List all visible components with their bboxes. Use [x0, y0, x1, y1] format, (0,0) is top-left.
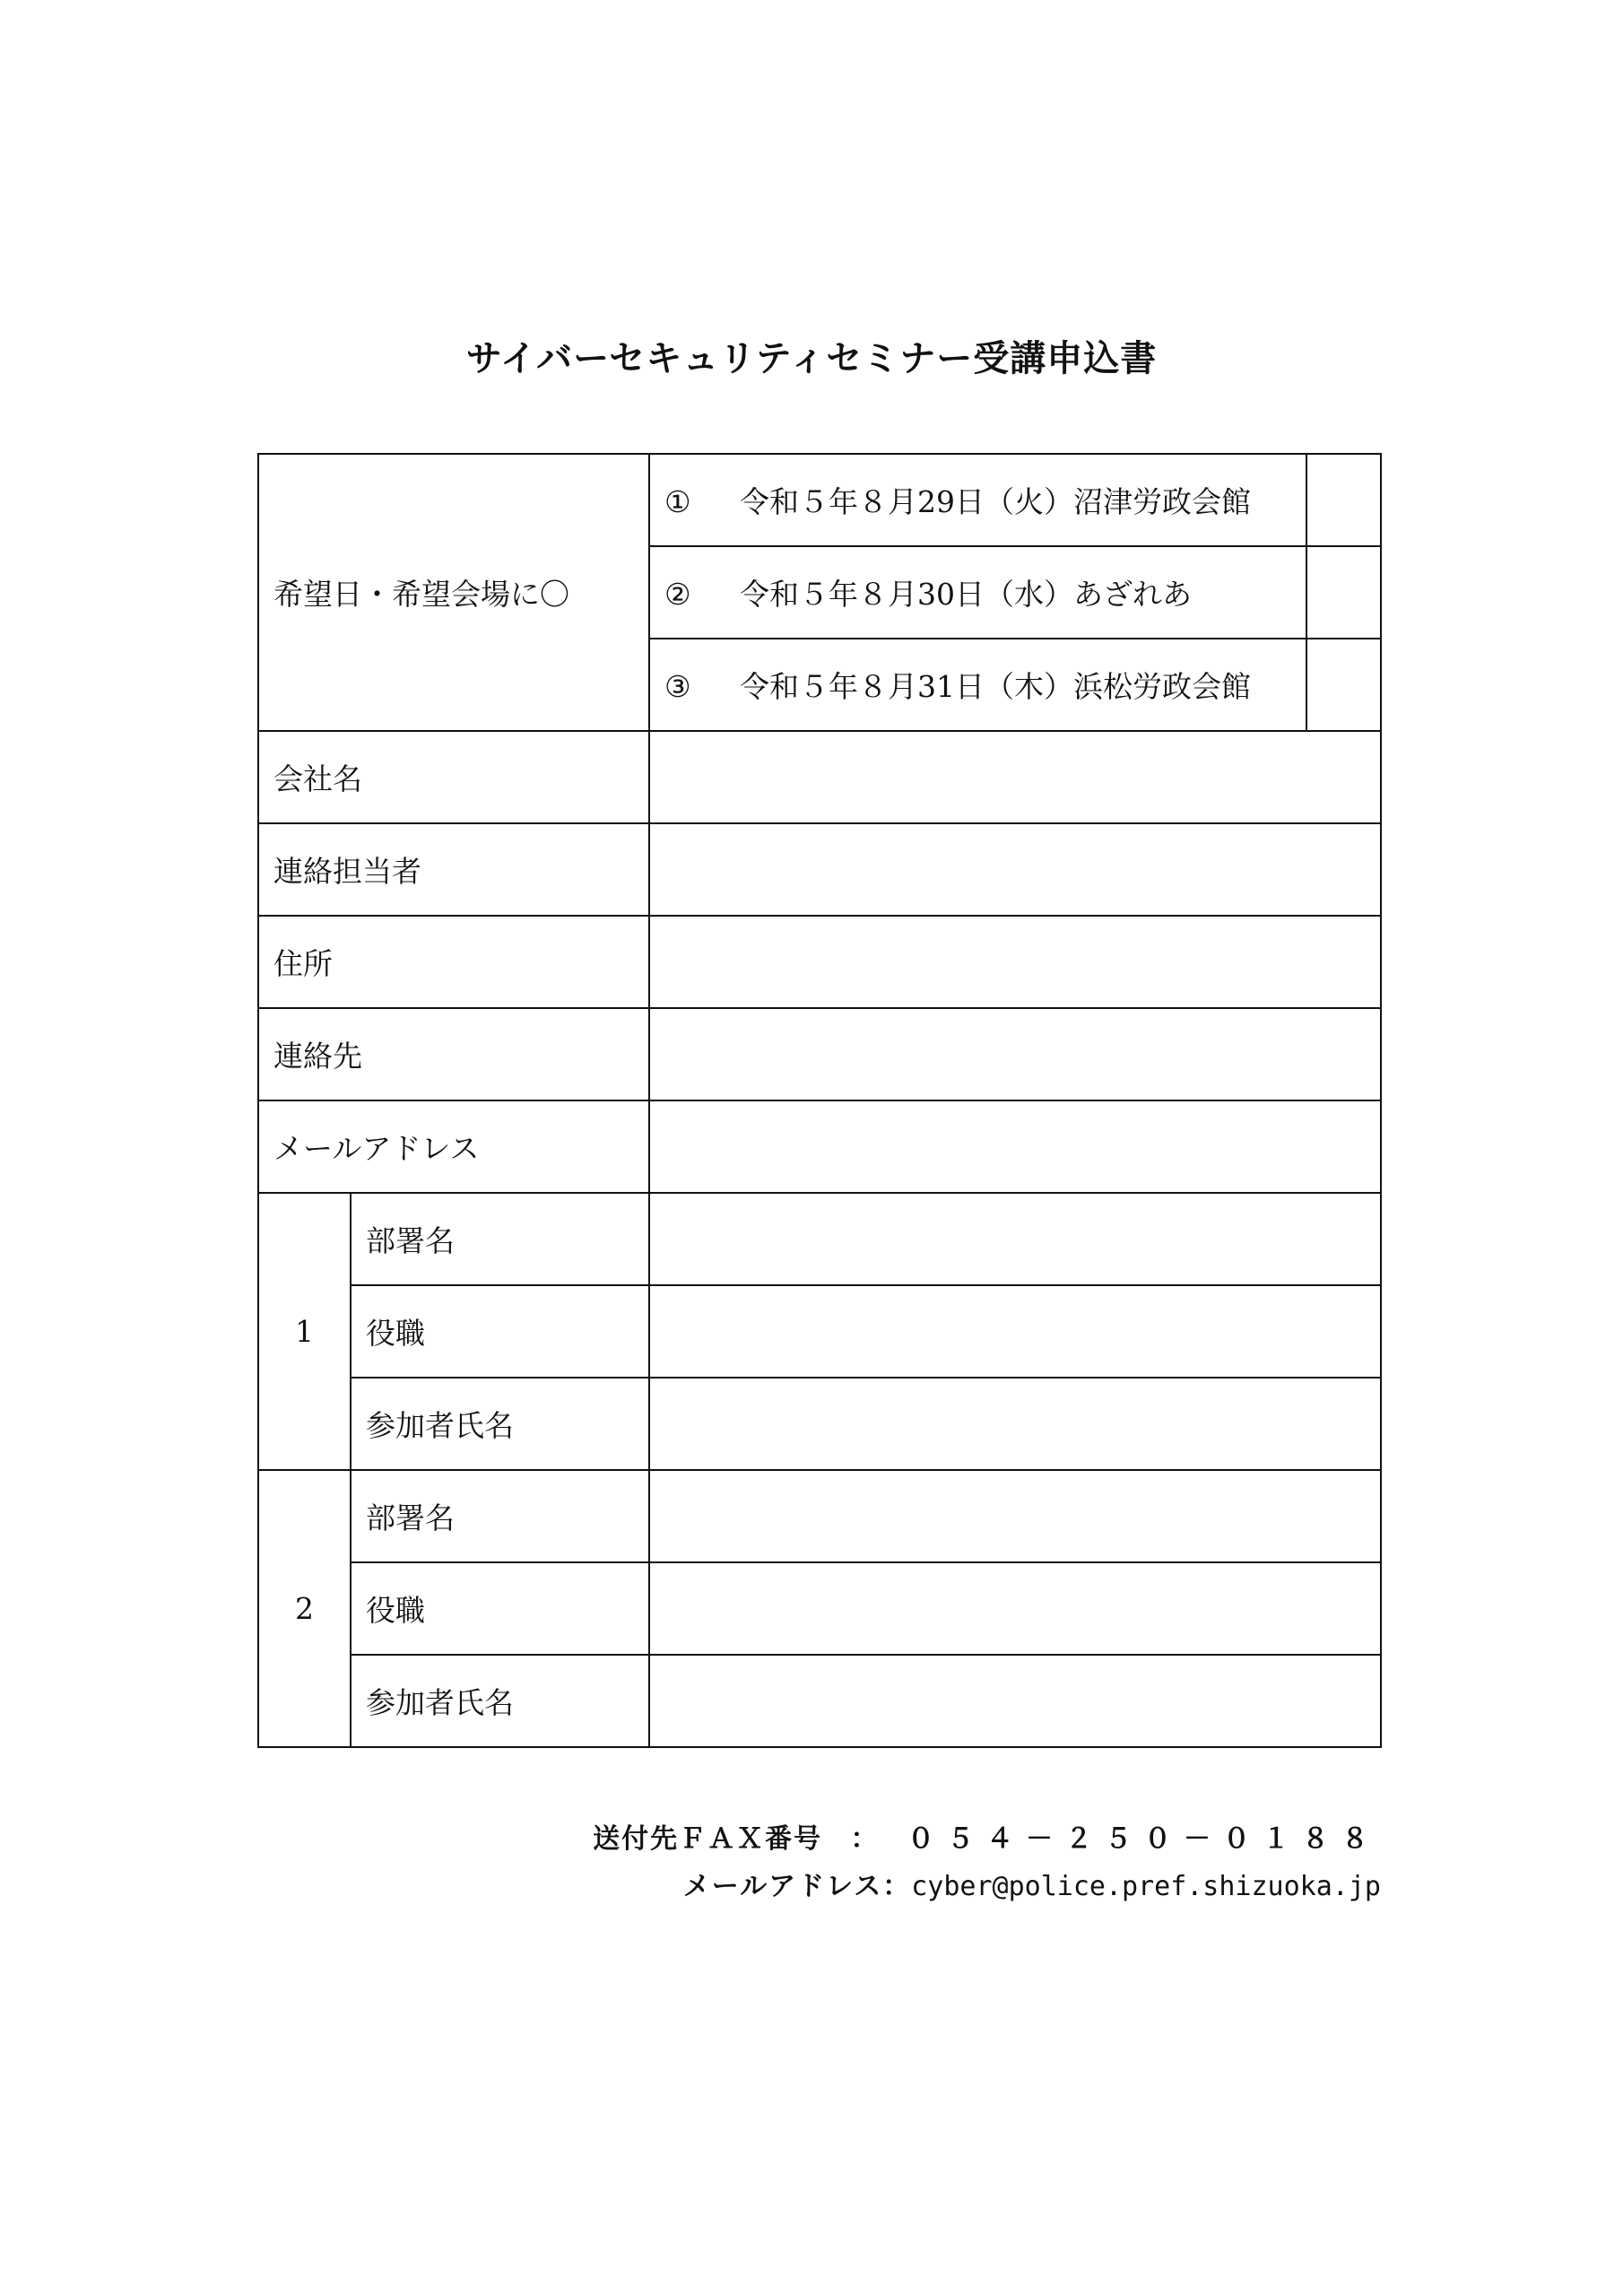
footer-email-label: メールアドレス： — [682, 1871, 912, 1902]
fax-separator: ： — [850, 1823, 880, 1855]
participant-name-label: 参加者氏名 — [351, 1378, 649, 1470]
participant-1-name-row — [258, 1378, 1381, 1470]
session-mark-2[interactable] — [1306, 546, 1381, 639]
participant-1-position-row — [258, 1285, 1381, 1378]
participant-1-department-input[interactable] — [649, 1193, 1381, 1285]
contact-label: 連絡先 — [258, 1008, 649, 1100]
department-label: 部署名 — [351, 1193, 649, 1285]
session-option-3 — [649, 639, 1306, 731]
address-label: 住所 — [258, 916, 649, 1008]
session-option-2 — [649, 546, 1306, 639]
company-row — [258, 731, 1381, 823]
participant-2-department-row — [258, 1470, 1381, 1562]
contact-person-label: 連絡担当者 — [258, 823, 649, 916]
participant-number: 2 — [258, 1470, 351, 1747]
email-input[interactable] — [649, 1100, 1381, 1193]
session-number: ② — [664, 577, 691, 612]
participant-1-department-row — [258, 1193, 1381, 1285]
participant-1-name-input[interactable] — [649, 1378, 1381, 1470]
session-label: 希望日・希望会場に〇 — [258, 454, 649, 731]
fax-label: 送付先ＦＡＸ番号 — [593, 1823, 823, 1855]
session-mark-3[interactable] — [1306, 639, 1381, 731]
company-input[interactable] — [649, 731, 1381, 823]
participant-2-name-input[interactable] — [649, 1655, 1381, 1747]
page-title: サイバーセキュリティセミナー受講申込書 — [465, 338, 1158, 379]
company-label: 会社名 — [258, 731, 649, 823]
participant-1-position-input[interactable] — [649, 1285, 1381, 1378]
email-info — [0, 1864, 1381, 1903]
address-row — [258, 916, 1381, 1008]
session-option-1 — [649, 454, 1306, 546]
session-text: 令和５年８月31日（木）浜松労政会館 — [740, 669, 1251, 704]
participant-name-label: 参加者氏名 — [351, 1655, 649, 1747]
position-label: 役職 — [351, 1285, 649, 1378]
participant-2-department-input[interactable] — [649, 1470, 1381, 1562]
application-form-table — [257, 453, 1382, 1748]
session-text: 令和５年８月29日（火）沼津労政会館 — [740, 484, 1251, 519]
session-number: ① — [664, 484, 691, 519]
email-row — [258, 1100, 1381, 1193]
fax-number: ０５４－２５０－０１８８ — [907, 1823, 1381, 1855]
session-number: ③ — [664, 669, 691, 704]
contact-row — [258, 1008, 1381, 1100]
contact-input[interactable] — [649, 1008, 1381, 1100]
email-label: メールアドレス — [258, 1100, 649, 1193]
participant-2-position-row — [258, 1562, 1381, 1655]
session-mark-1[interactable] — [1306, 454, 1381, 546]
position-label: 役職 — [351, 1562, 649, 1655]
contact-person-row — [258, 823, 1381, 916]
contact-person-input[interactable] — [649, 823, 1381, 916]
footer-email-address[interactable]: cyber@police.pref.shizuoka.jp — [911, 1871, 1381, 1902]
fax-info — [0, 1816, 1381, 1856]
participant-2-position-input[interactable] — [649, 1562, 1381, 1655]
department-label: 部署名 — [351, 1470, 649, 1562]
participant-number: 1 — [258, 1193, 351, 1470]
session-text: 令和５年８月30日（水）あざれあ — [740, 577, 1192, 612]
participant-2-name-row — [258, 1655, 1381, 1747]
session-row-1 — [258, 454, 1381, 546]
address-input[interactable] — [649, 916, 1381, 1008]
